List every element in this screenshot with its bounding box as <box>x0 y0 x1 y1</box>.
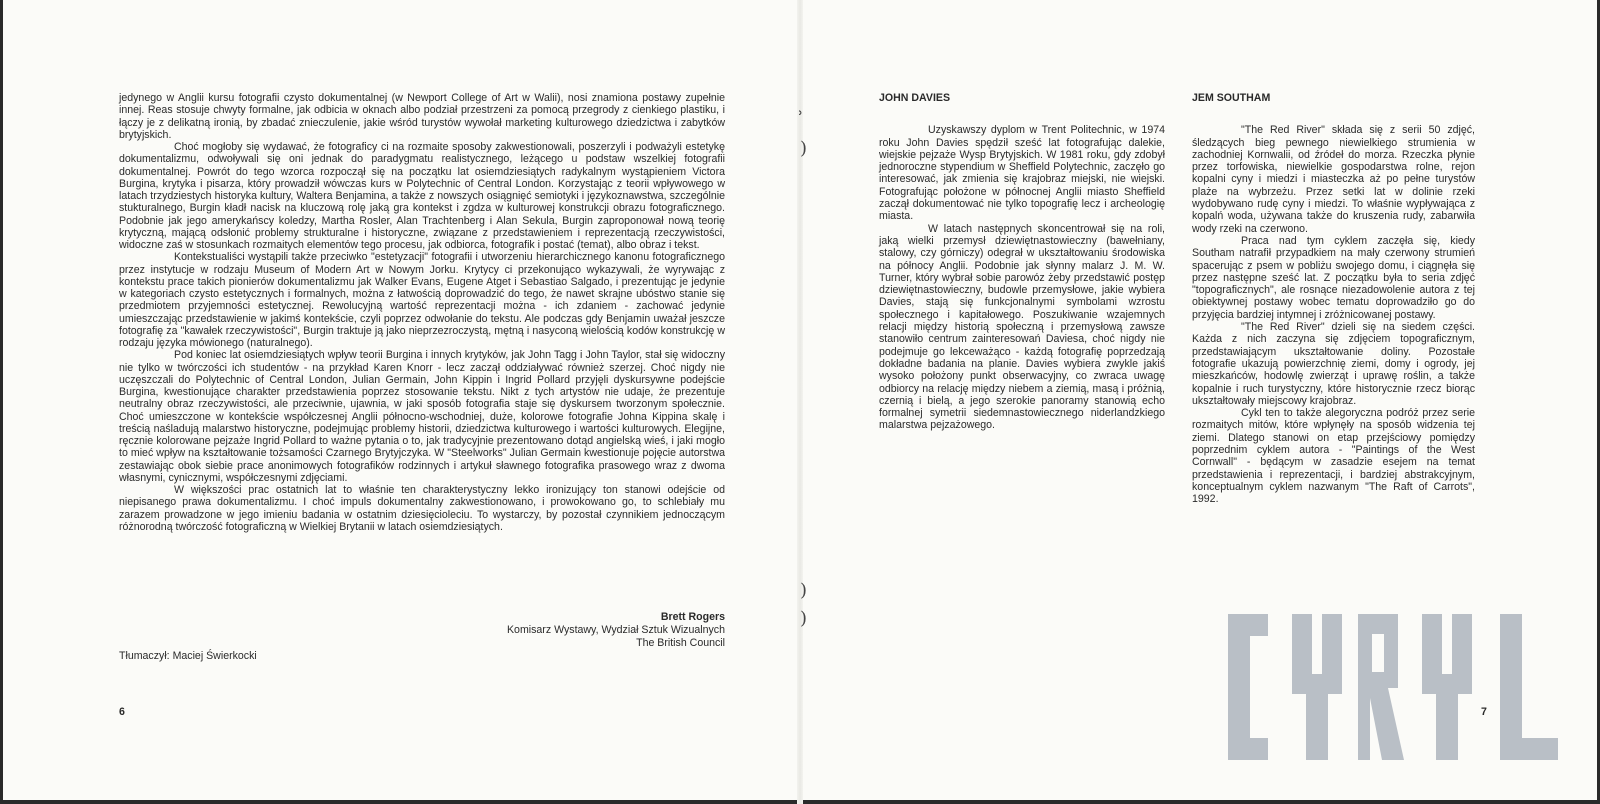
author-name: Brett Rogers <box>660 611 725 623</box>
southam-paragraph: "The Red River" składa się z serii 50 zdjęć, śledzących bieg pewnego niewielkiego strumienia w zachodniej Kornwalii, od źródeł do morza. Rzeczka płynie przez torfowiska, niewielkie gospodarstwa rolne, rejon kopalni cyny i miedzi i miasteczka aż po pełne turystów plaże na wybrzeżu. Przez setki lat w dolinie rzeki wydobywano rudę cyny i miedzi. To właśnie wypływająca z kopalń woda, używana także do kruszenia rudy, zabarwiła wody rzeki na czerwono. <box>1192 124 1475 235</box>
author-role: Komisarz Wystawy, Wydział Sztuk Wizualnych <box>506 624 725 636</box>
translator-credit: Tłumaczył: Maciej Świerkocki <box>119 650 257 662</box>
watermark-svg <box>1228 614 1558 760</box>
davies-paragraph: Uzyskawszy dyplom w Trent Politechnic, w 1974 roku John Davies spędził sześć lat fotografując dalekie, wiejskie pejzaże Wysp Brytyjskich. W 1981 roku, gdy zdobył jednoroczne stypendium w Sheffield Polytechnic, zaczęło go interesować, jak zmienia się krajobraz miejski, nie wiejski. Fotografując położone w północnej Anglii miasto Sheffield zaczął dokumentować nie tylko topografię lecz i archeologię miasta. <box>879 124 1165 223</box>
davies-paragraph: W latach następnych skoncentrował się na roli, jaką wielki przemysł dziewiętnastowieczny (bawełniany, stalowy, czy górniczy) odegrał w ukształtowaniu środowiska na północy Anglii. Podobnie jak słynny malarz J. M. W. Turner, który wybrał sobie parowóz żeby przedstawić postęp dziewiętnastowieczny, budowle przemysłowe, jakie wybiera Davies, stają się funkcjonalnymi symbolami wzrostu społecznego i kapitałowego. Poszukiwanie wzajemnych relacji między historią społeczną i przemysłową zawsze stanowiło centrum zainteresowań Daviesa, choć nigdy nie podejmuje go lekceważąco - każdą fotografię poprzedzają dokładne badania na planie. Davies wybiera zwykle jakiś wysoko położony punkt obserwacyjny, co zwraca uwagę odbiorcy na relację między niebem a ziemią, masą i próżnią, czernią i bielą, a jego szerokie panoramy stanowią echo formalnej symetrii siedemnastowiecznego niderlandzkiego malarstwa pejzażowego. <box>879 222 1165 432</box>
davies-column <box>879 92 1165 432</box>
page-number-left: 6 <box>119 706 125 718</box>
essay-paragraph: jedynego w Anglii kursu fotografii czysto dokumentalnej (w Newport College of Art w Walii), nosi znamiona postawy zupełnie innej. Reas stosuje chwyty formalne, jak odbicia w oknach albo podział przestrzeni za pomocą przegrody z cienkiego plastiku, i łączy je z delikatną ironią, by zbadać znieczulenie, jakie wśród turystów wywołał marketing kulturowego dziedzictwa i zabytków brytyjskich. <box>119 92 725 141</box>
binding-mark-icon: ) <box>800 138 808 159</box>
binding-mark-icon: ) <box>800 580 808 601</box>
southam-heading: JEM SOUTHAM <box>1192 92 1271 104</box>
essay-paragraph: Pod koniec lat osiemdziesiątych wpływ teorii Burgina i innych krytyków, jak John Tagg i John Taylor, stał się widoczny nie tylko w twórczości ich studentów - na przykład Karen Knorr - lecz zaczął oddziaływać również szerzej. Choć nigdy nie uczęszczali do Polytechnic of Central London, Julian Germain, John Kippin i Ingrid Pollard przyjęli dyskursywne podejście Burgina, kwestionujące charakter przedstawienia poprzez stosowanie tekstu. Nikt z tych artystów nie udaje, że prezentuje neutralny obraz rzeczywistości, ale przeciwnie, ujawnia, w jaki sposób fotografia staje się dyskursem tworzonym społecznie. Choć umieszczone w kontekście współczesnej Anglii północno-wschodniej, duże, kolorowe fotografie Johna Kippina skalę i treścią naśladują malarstwo historyczne, podejmując problemy historii, dziedzictwa kulturowego i wartości kulturowych. Elegijne, ręcznie kolorowane pejzaże Ingrid Pollard to ważne pytania o to, jak tradycyjnie prezentowano dotąd angielską wieś, i jaki mogło to mieć wpływ na kształtowanie tożsamości Czarnego Brytyjczyka. W "Steelworks" Julian Germain kwestionuje pojęcie autorstwa zestawiając obok siebie prace anonimowych fotografików rodzinnych i artykuł sławnego fotografika prasowego wraz z dwoma własnymi, cynicznymi, współczesnymi zdjęciami. <box>119 349 725 484</box>
essay-paragraph: Kontekstualiści wystąpili także przeciwko "estetyzacji" fotografii i utworzeniu hierarchicznego kanonu fotograficznego przez instytucje w rodzaju Museum of Modern Art w Nowym Jorku. Krytycy ci przekonująco wykazywali, że wyrywając z kontekstu prace takich pionierów dokumentalizmu jak Walker Evans, Eugene Atget i Sebastiao Salgado, i prezentując je jedynie w kategoriach czysto estetycznych i formalnych, można z łatwością doprowadzić do tego, że nawet skrajne ubóstwo stanie się przedmiotem przyjemności estetycznej. Rewolucyjną wartość reprezentacji można - ich zdaniem - zachować jedynie umieszczając przedstawienie w jakimś kontekście, czyli poprzez odwołanie do tekstu. Ale podczas gdy Benjamin uważał jeszcze fotografię za "kawałek rzeczywistości", Burgin traktuje ją jako nieprzezroczystą, mętną i nasyconą wielością kodów konstrukcję w rodzaju języka mówionego (naturalnego). <box>119 251 725 349</box>
page-number-right: 7 <box>1481 706 1487 718</box>
southam-column <box>1192 92 1475 506</box>
essay-paragraph: W większości prac ostatnich lat to właśnie ten charakterystyczny lekko ironizujący ton stanowi odejście od niepisanego prawa dokumentalizmu. I choć impuls dokumentalny zakwestionowano, i prowokowano go, to schlebiały mu zarazem prowadzone w jego imieniu badania w ostatnim dziesięcioleciu. To wystarczy, by pozostał czynnikiem jednoczącym różnorodną twórczość fotograficzną w Wielkiej Brytanii w latach osiemdziesiątych. <box>119 484 725 533</box>
signature-block <box>419 611 725 650</box>
southam-paragraph: Praca nad tym cyklem zaczęła się, kiedy Southam natrafił przypadkiem na mały czerwony strumień spacerując z psem w pobliżu swojego domu, i ciągnęła się przez następne sześć lat. Z początku była to seria zdjęć "topograficznych", ale rosnące niezadowolenie autora z tej obiektywnej postawy wobec tematu doprowadziło go do przyjęcia bardziej intymnej i zróżnicowanej postawy. <box>1192 234 1475 321</box>
binding-mark-icon: ʾ <box>798 108 804 129</box>
essay-text <box>119 92 725 533</box>
cyryl-watermark-logo <box>1228 614 1558 760</box>
southam-paragraph: Cykl ten to także alegoryczna podróż przez serie rozmaitych mitów, które wpłynęły na sposób widzenia tej ziemi. Dlatego stanowi on etap przejściowy pomiędzy poprzednim cyklem autora - "Paintings of the West Cornwall" - będącym w zasadzie esejem na temat przedstawienia i reprezentacji, i bardziej abstrakcyjnym, konceptualnym cyklem nazwanym "The Raft of Carrots", 1992. <box>1192 407 1475 506</box>
essay-paragraph: Choć mogłoby się wydawać, że fotograficy ci na rozmaite sposoby zakwestionowali, poszerzyli i podważyli estetykę dokumentalizmu, odwoływali się oni jednak do paradygmatu realistycznego, leżącego u podstaw wszelkiej fotografii dokumentalnej. Powrót do tego wzorca rozpoczął się na początku lat osiemdziesiątych radykalnym wystąpieniem Victora Burgina, krytyka i pisarza, który prowadził wówczas kurs w Polytechnic of Central London. Korzystając z teorii wpływowego w latach trzydziestych historyka kultury, Waltera Benjamina, a także z nowszych osiągnięć semiotyki i językoznawstwa, szczególnie stukturalnego, Burgin kładł nacisk na kluczową rolę jaką gra kontekst i zgdza w kulturowej konstrukcji obrazu fotograficznego. Podobnie jak jego amerykańscy koledzy, Martha Rosler, Alan Trachtenberg i Alan Sekula, Burgin zaproponował nową teorię krytyczną, mającą odsłonić problemy strukturalne i historyczne, związane z przedstawieniem i reprezentacją rzeczywistości, widoczne zaś w stosunkach rozmaitych elementów tego procesu, jak odbiorca, fotografik i postać (temat), albo obraz i tekst. <box>119 141 725 251</box>
davies-heading: JOHN DAVIES <box>879 92 951 104</box>
southam-paragraph: "The Red River" dzieli się na siedem części. Każda z nich zaczyna się zdjęciem topograficznym, przedstawiającym ukształtowanie doliny. Pozostałe fotografie ukazują powierzchnię ziemi, domy i ogrody, jej mieszkańców, hodowlę zwierząt i uprawę roślin, a także kopalnie i ruch turystyczny, które historycznie rzecz biorąc ukształtowały miejscowy krajobraz. <box>1192 321 1475 407</box>
author-institution: The British Council <box>636 637 725 649</box>
binding-mark-icon: ) <box>800 608 808 629</box>
